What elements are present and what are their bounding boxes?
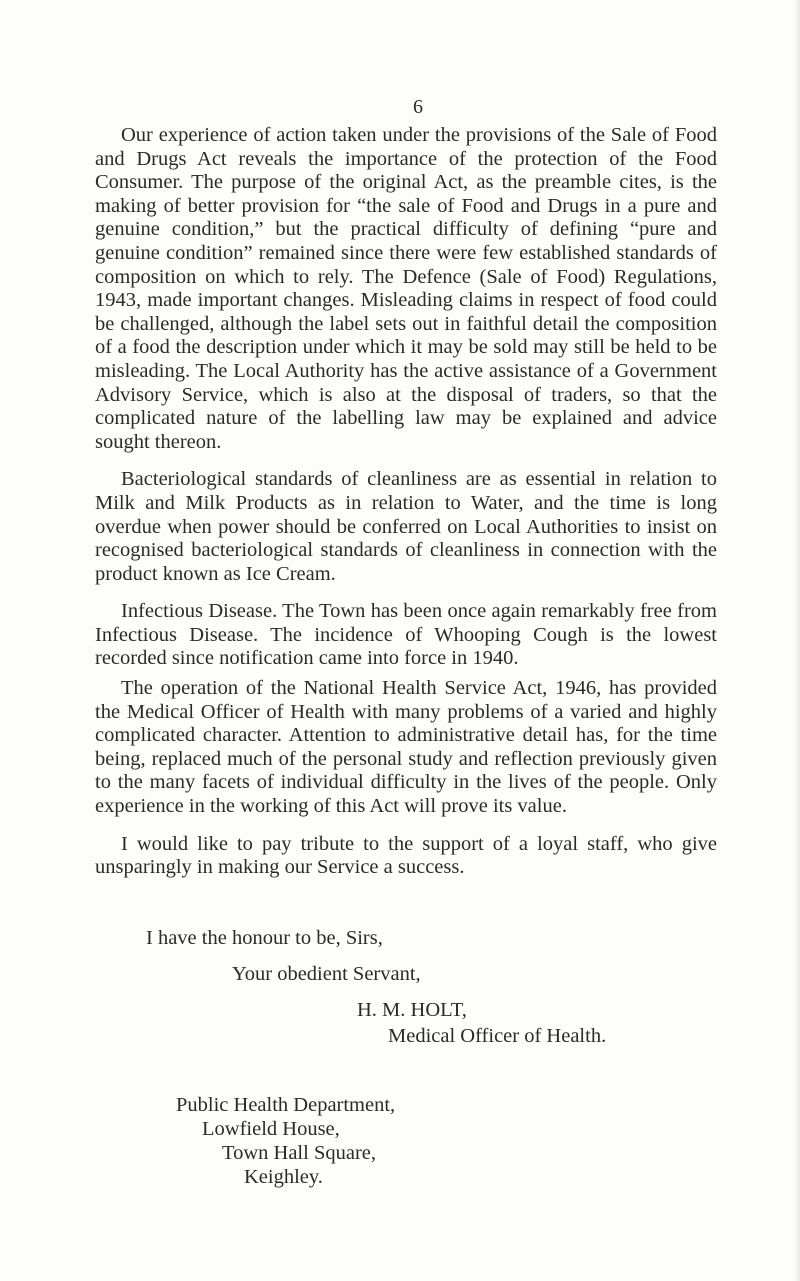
closing-valediction: Your obedient Servant, <box>232 963 421 985</box>
address-line: Public Health Department, <box>176 1094 396 1116</box>
report-body <box>95 124 717 894</box>
page-number: 6 <box>413 96 423 118</box>
paragraph-staff-tribute: I would like to pay tribute to the support of a loyal staff, who give unsparingly in making our Service a success. <box>95 832 717 879</box>
department-address <box>176 1093 395 1189</box>
paragraph-food-and-drugs: Our experience of action taken under the provisions of the Sale of Food and Drugs Act reveals the importance of the protection of the Food Consumer. The purpose of the original Act, as the preamble cites, is the making of better provision for “the sale of Food and Drugs in a pure and genuine condition,” but the practical difficulty of defining “pure and genuine condition” remained since there were few established standards of composition on which to rely. The Defence (Sale of Food) Regulations, 1943, made important changes. Misleading claims in respect of food could be challenged, although the label sets out in faithful detail the composition of a food the description under which it may be sold may still be held to be misleading. The Local Authority has the active assistance of a Government Advisory Service, which is also at the disposal of traders, so that the complicated nature of the labelling law may be explained and advice sought thereon. <box>95 124 717 453</box>
address-line: Keighley. <box>244 1166 323 1188</box>
closing-salutation: I have the honour to be, Sirs, <box>146 927 383 949</box>
paragraph-infectious-disease: Infectious Disease. The Town has been once again remarkably free from Infectious Disease. The incidence of Whooping Cough is the lowest recorded since notification came into force in 1940. <box>95 600 717 670</box>
address-line: Lowfield House, <box>202 1118 340 1140</box>
signatory-title: Medical Officer of Health. <box>388 1025 607 1047</box>
signatory-name: H. M. HOLT, <box>357 999 467 1021</box>
paragraph-bacteriological-standards: Bacteriological standards of cleanliness are as essential in relation to Milk and Milk Products as in relation to Water, and the time is long overdue when power should be conferred on Local Authorities to insist on recognised bacteriological standards of cleanliness in connection with the product known as Ice Cream. <box>95 468 717 585</box>
page-edge-shadow <box>794 0 800 1281</box>
paragraph-national-health-service: The operation of the National Health Service Act, 1946, has provided the Medical Officer of Health with many problems of a varied and highly complicated character. Attention to administrative detail has, for the time being, replaced much of the personal study and reflection previously given to the many facets of individual difficulty in the lives of the people. Only experience in the working of this Act will prove its value. <box>95 677 717 818</box>
address-line: Town Hall Square, <box>222 1142 376 1164</box>
